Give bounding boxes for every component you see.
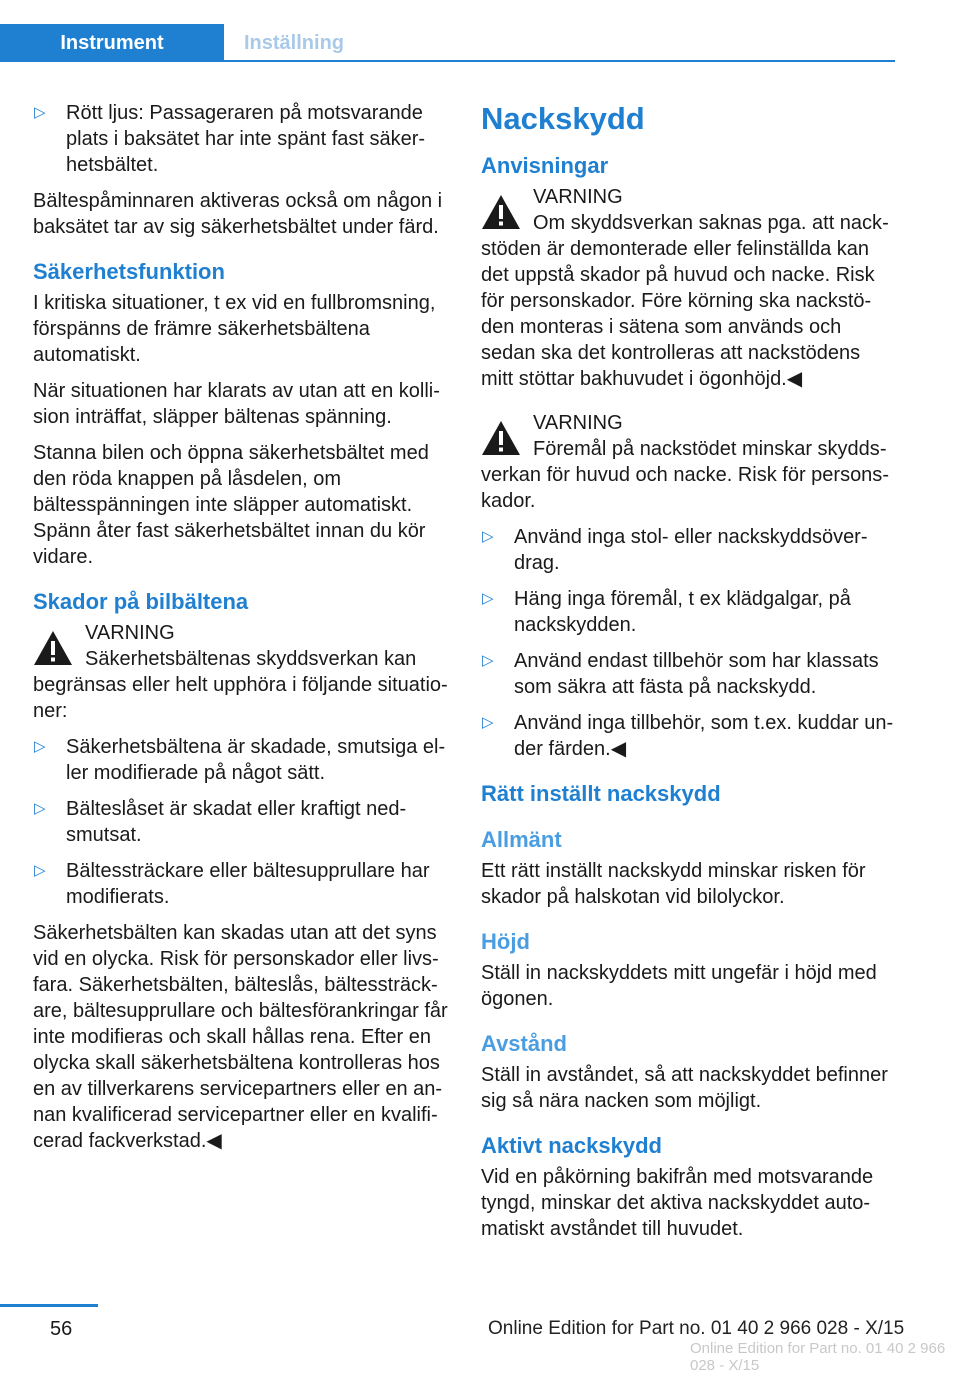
list-item [481,710,896,762]
triangle-right-icon: ▷ [482,652,494,669]
paragraph: Ett rätt inställt nackskydd minskar risken för skador på halskotan vid bilolyckor. [481,860,866,908]
list-item-text: Använd inga stol- eller nackskyddsöverdrag. [514,526,868,574]
header-divider [224,60,895,62]
paragraph: Bältespåminnaren aktiveras också om någon i baksätet tar av sig säkerhetsbältet under färd. [33,190,443,238]
right-column [481,100,896,1252]
triangle-right-icon: ▷ [34,104,46,121]
page-number: 56 [50,1318,73,1340]
warning-triangle-icon [481,420,521,456]
list-item [33,858,448,910]
list-item-text: Rött ljus: Passageraren på motsvarande plats i baksätet har inte spänt fast säkerhetsbältet. [66,102,426,176]
list-item [481,524,896,576]
tab-installning[interactable]: Inställning [244,31,344,54]
subheading-height: Höjd [481,929,530,954]
tab-instrument[interactable]: Instrument [0,24,224,62]
paragraph: När situationen har klarats av utan att en kollision inträffat, släpper bältenas spänning. [33,380,440,428]
paragraph: Säkerhetsbälten kan skadas utan att det syns vid en olycka. Risk för personskador eller livsfara. Säkerhetsbälten, bälteslås, bältessträckare, bältesupprullare och bältesförankringar får inte modifieras och skall hållas rena. Efter en olycka skall säkerhetsbältena kontrolleras hos en av tillverkarens servicepartners eller en annan kvalificerad servicepartner eller en kvalificerad fackverkstad.◀ [33,922,448,1152]
section-heading-correct: Rätt inställt nackskydd [481,781,721,806]
left-column [33,100,448,1164]
subheading-distance: Avstånd [481,1031,567,1056]
list-item-text: Häng inga föremål, t ex klädgalgar, på nackskydden. [514,588,851,636]
list-item [481,648,896,700]
subheading-general: Allmänt [481,827,562,852]
list-item [481,586,896,638]
section-heading-safety: Säkerhetsfunktion [33,259,225,284]
edition-footer: Online Edition for Part no. 01 40 2 966 028 - X/15 [488,1318,905,1339]
warning-title: VARNING [85,622,175,644]
triangle-right-icon: ▷ [34,800,46,817]
list-item [33,796,448,848]
warning-block [481,184,896,392]
list-item-text: Använd inga tillbehör, som t.ex. kuddar under färden.◀ [514,712,894,760]
triangle-right-icon: ▷ [34,738,46,755]
list-item-text: Använd endast tillbehör som har klassats som säkra att fästa på nackskydd. [514,650,879,698]
warning-block [481,410,896,514]
triangle-right-icon: ▷ [34,862,46,879]
list-item-text: Säkerhetsbältena är skadade, smutsiga eller modifierade på något sätt. [66,736,446,784]
watermark: Online Edition for Part no. 01 40 2 966 028 - X/15 [690,1340,946,1374]
warning-text: Föremål på nackstödet minskar skyddsverkan för huvud och nacke. Risk för personskador. [481,438,889,512]
warning-title: VARNING [533,412,623,434]
top-navigation [0,0,895,62]
page-title: Nackskydd [481,101,645,136]
warning-title: VARNING [533,186,623,208]
triangle-right-icon: ▷ [482,714,494,731]
list-item [33,100,448,178]
list-item [33,734,448,786]
triangle-right-icon: ▷ [482,590,494,607]
paragraph: Stanna bilen och öppna säkerhetsbältet med den röda knappen på låsdelen, om bältesspänningen inte släpper automatiskt. Spänn åter fast säkerhetsbältet innan du kör vidare. [33,442,429,568]
paragraph: Vid en påkörning bakifrån med motsvarande tyngd, minskar det aktiva nackskyddet automatiskt avståndet till huvudet. [481,1166,874,1240]
warning-text: Säkerhetsbältenas skyddsverkan kan begränsas eller helt upphöra i följande situationer: [33,648,448,722]
paragraph: Ställ in nackskyddets mitt ungefär i höjd med ögonen. [481,962,877,1010]
list-item-text: Bälteslåset är skadat eller kraftigt nedsmutsat. [66,798,407,846]
page-number-bar [0,1304,98,1307]
triangle-right-icon: ▷ [482,528,494,545]
section-heading-active: Aktivt nackskydd [481,1133,662,1158]
warning-triangle-icon [33,630,73,666]
section-heading-damage: Skador på bilbältena [33,589,249,614]
paragraph: I kritiska situationer, t ex vid en fullbromsning, förspänns de främre säkerhetsbältena automatiskt. [33,292,436,366]
section-heading-instructions: Anvisningar [481,153,609,178]
warning-text: Om skyddsverkan saknas pga. att nackstöden är demonterade eller felinställda kan det uppstå skador på huvud och nacke. Risk för personskador. Före körning ska nackstöden monteras i sätena som används och sedan ska det kontrolleras att nackstödens mitt stöttar bakhuvudet i ögonhöjd.◀ [481,212,889,390]
warning-block [33,620,448,724]
list-item-text: Bältessträckare eller bältesupprullare har modifierats. [66,860,430,908]
paragraph: Ställ in avståndet, så att nackskyddet befinner sig så nära nacken som möjligt. [481,1064,888,1112]
warning-triangle-icon [481,194,521,230]
